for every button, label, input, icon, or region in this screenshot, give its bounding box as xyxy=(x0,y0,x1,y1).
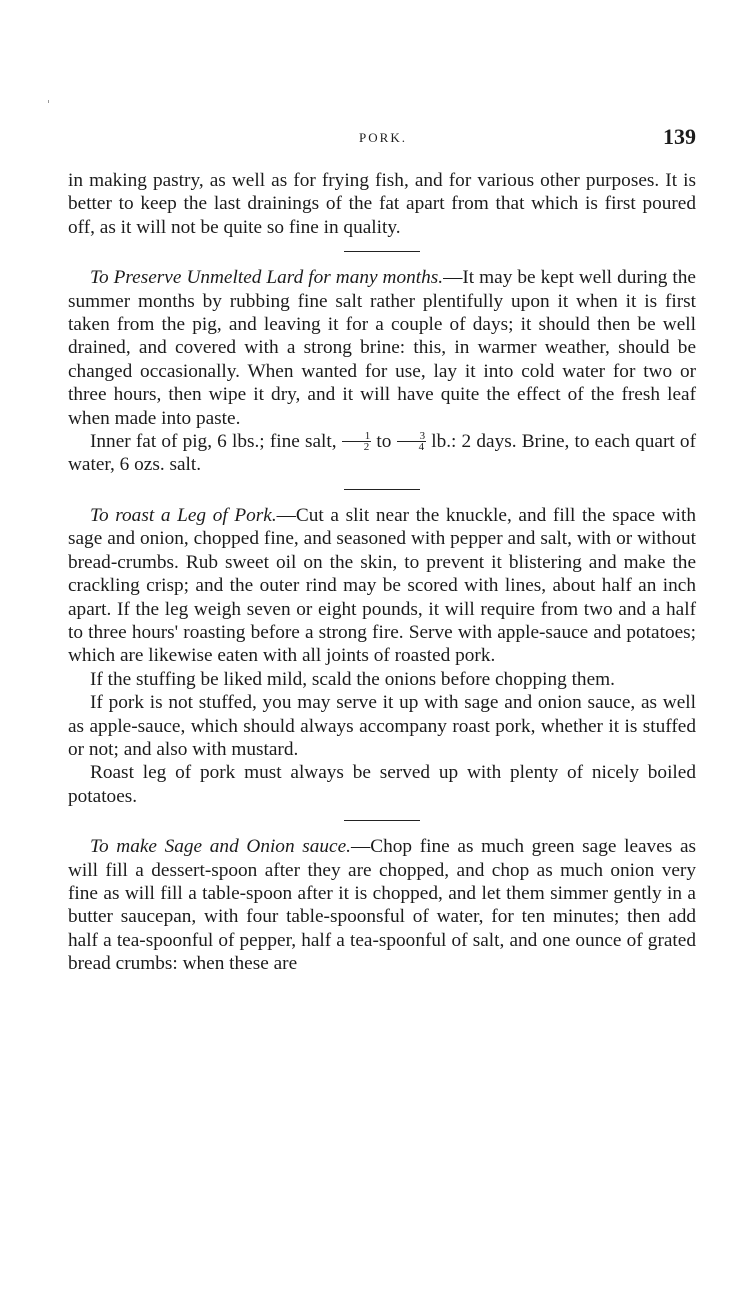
recipe-title: To Preserve Unmelted Lard for many months. xyxy=(90,267,444,289)
paragraph-stuffing-mild xyxy=(68,668,696,691)
page-header xyxy=(68,124,698,154)
section-divider xyxy=(344,251,420,252)
fraction-denominator: 4 xyxy=(418,441,425,454)
recipe-title: To make Sage and Onion sauce. xyxy=(90,836,351,858)
recipe-text: Inner fat of pig, 6 lbs.; fine salt, xyxy=(90,431,342,453)
paragraph-text: If pork is not stuffed, you may serve it up with sage and onion sauce, as well as apple-sauce, which should always accompany roast pork, whether it is stuffed or not; and also with mustard. xyxy=(68,692,696,760)
fraction-denominator: 2 xyxy=(363,441,370,454)
recipe-text: to xyxy=(371,431,397,453)
paragraph-text: —Chop fine as much green sage leaves as will fill a dessert-spoon after they are chopped, and chop as much onion very fine as will fill a table-spoon after it is chopped, and let them simmer gently in a butter saucepan, with four table-spoonsful of water, for ten minutes; then add half a tea-spoonful of pepper, half a tea-spoonful of salt, and one ounce of grated bread crumbs: when these are xyxy=(68,836,697,975)
paragraph-lard-continuation xyxy=(68,169,696,239)
running-head: PORK. xyxy=(359,130,407,145)
page-number: 139 xyxy=(663,124,696,149)
paragraph-text: If the stuffing be liked mild, scald the onions before chopping them. xyxy=(90,668,615,690)
section-divider xyxy=(344,820,420,821)
paragraph-text: in making pastry, as well as for frying fish, and for various other purposes. It is better to keep the last drainings of the fat apart from that which is first poured off, as it will not be quite so fine in quality. xyxy=(68,170,696,238)
recipe-title: To roast a Leg of Pork. xyxy=(90,504,277,526)
page-speck xyxy=(48,100,49,103)
paragraph-not-stuffed xyxy=(68,691,696,761)
paragraph-text: —Cut a slit near the knuckle, and fill the space with sage and onion, chopped fine, and seasoned with pepper and salt, with or without bread-crumbs. Rub sweet oil on the skin, to prevent it blistering and make the crackling crisp; and the outer rind may be scored with lines, about half an inch apart. If the leg weigh seven or eight pounds, it will require from two and a half to three hours' roasting before a strong fire. Serve with apple-sauce and potatoes; which are likewise eaten with all joints of roasted pork. xyxy=(68,504,696,667)
paragraph-preserve-lard xyxy=(68,266,696,430)
fraction-one-half xyxy=(342,431,372,452)
section-divider xyxy=(344,489,420,490)
paragraph-boiled-potatoes xyxy=(68,761,696,808)
fraction-numerator: 3 xyxy=(397,431,427,442)
recipe-text: lb.: 2 days. Brine, to each quart of water, 6 ozs. salt. xyxy=(68,431,696,476)
paragraph-text: Roast leg of pork must always be served up with plenty of nicely boiled potatoes. xyxy=(68,762,696,807)
fraction-three-quarters xyxy=(397,431,427,452)
recipe-quantities xyxy=(68,430,696,477)
fraction-numerator: 1 xyxy=(342,431,372,442)
page-body xyxy=(68,169,696,976)
paragraph-text: —It may be kept well during the summer months by rubbing fine salt rather plentifully upon it when it is first taken from the pig, and leaving it for a couple of days; it should then be well drained, and covered with a strong brine: this, in warmer weather, should be changed occasionally. When wanted for use, lay it into cold water for two or three hours, then wipe it dry, and it will have quite the effect of the fresh leaf when made into paste. xyxy=(68,267,696,429)
paragraph-roast-leg-of-pork xyxy=(68,504,696,668)
paragraph-sage-onion-sauce xyxy=(68,835,696,975)
